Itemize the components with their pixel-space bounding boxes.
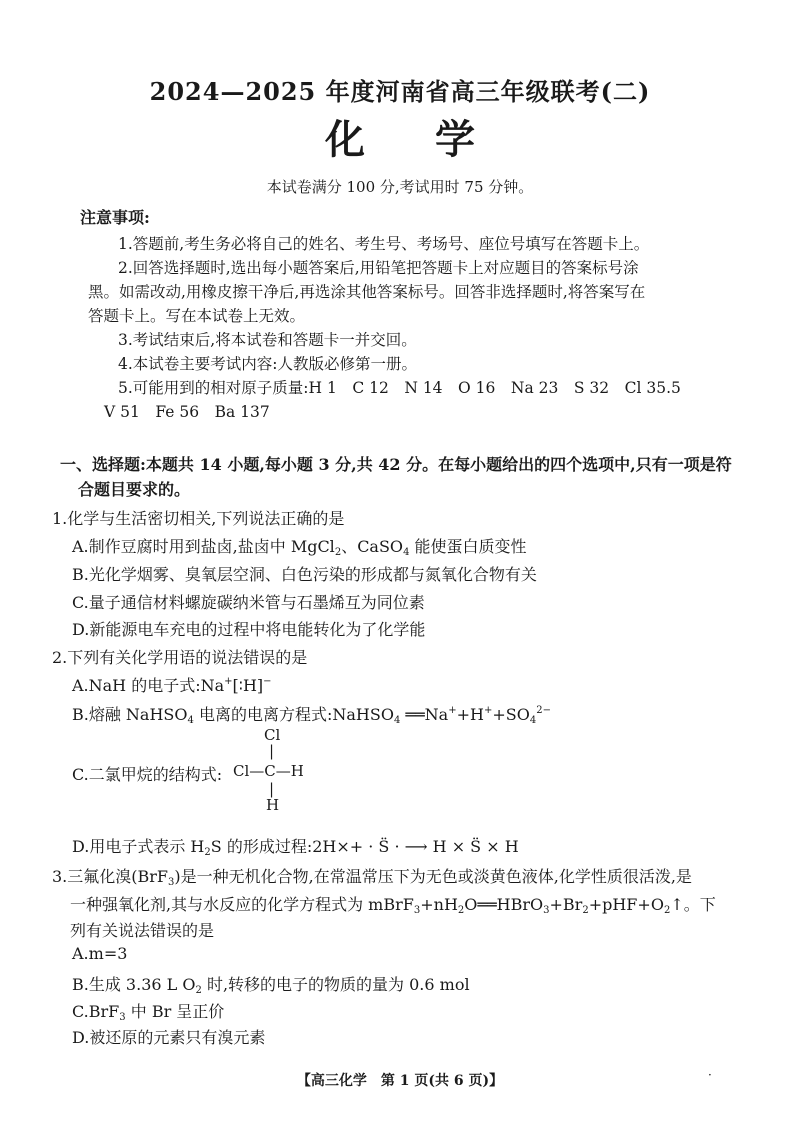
q1-option-b: B.光化学烟雾、臭氧层空洞、白色污染的形成都与氮氧化合物有关 [72,565,537,584]
note-2-line-1: 2.回答选择题时,选出每小题答案后,用铅笔把答题卡上对应题目的答案标号涂 [118,259,639,277]
q2-stem: 2.下列有关化学用语的说法错误的是 [52,648,308,667]
note-2-line-3: 答题卡上。写在本试卷上无效。 [88,307,306,325]
q2-option-c-label: C.二氯甲烷的结构式: [72,765,223,784]
q1-stem: 1.化学与生活密切相关,下列说法正确的是 [52,509,345,528]
note-1: 1.答题前,考生务必将自己的姓名、考生号、考场号、座位号填写在答题卡上。 [118,235,650,253]
subject-title [0,108,800,165]
q2-structure-bond-top: | [269,742,275,760]
q3-option-c: C.BrF$_3$ 中 Br 呈正价 [72,1002,225,1023]
q2-structure-top-cl: Cl [264,726,281,744]
q2-structure-bond-bottom: | [269,780,275,798]
q2-structure-main: Cl—C—H [233,762,304,780]
note-2-line-2: 黑。如需改动,用橡皮擦干净后,再选涂其他答案标号。回答非选择题时,将答案写在 [88,283,646,301]
notes-heading: 注意事项: [80,208,150,227]
subject-char-2: 学 [435,116,475,163]
q3-stem-line-3: 列有关说法错误的是 [70,921,215,940]
note-5-line-2: V 51 Fe 56 Ba 137 [104,403,270,421]
q3-stem-line-2: 一种强氧化剂,其与水反应的化学方程式为 $mBrF_3+nH_2O══HBrO_3+Br_2+pHF+O_2↑$。下 [70,895,716,916]
q3-stem-line-1: 3.三氟化溴(BrF$_3$)是一种无机化合物,在常温常压下为无色或淡黄色液体,化学性质很活泼,是 [52,867,692,888]
corner-mark: · [708,1068,712,1082]
q3-option-b: B.生成 3.36 L $O_2$ 时,转移的电子的物质的量为 0.6 mol [72,975,470,996]
q2-option-d: D.用电子式表示 $H_2S$ 的形成过程:2H×+ · S̈ · ⟶ H × S̈ × H [72,837,519,858]
note-5-line-1: 5.可能用到的相对原子质量:H 1 C 12 N 14 O 16 Na 23 S 32 Cl 35.5 [118,379,681,397]
q3-option-d: D.被还原的元素只有溴元素 [72,1028,266,1047]
exam-intro: 本试卷满分 100 分,考试用时 75 分钟。 [266,178,534,196]
q2-structure-bottom-h: H [266,796,280,814]
subject-char-1: 化 [325,116,365,163]
note-4: 4.本试卷主要考试内容:人教版必修第一册。 [118,355,418,373]
section-1-heading-cont: 合题目要求的。 [78,480,191,499]
q1-option-d: D.新能源电车充电的过程中将电能转化为了化学能 [72,620,426,639]
q3-option-a: A.m=3 [72,944,128,963]
section-1-heading: 一、选择题:本题共 14 小题,每小题 3 分,共 42 分。在每小题给出的四个选项中,只有一项是符 [60,455,732,474]
q1-option-a: A.制作豆腐时用到盐卤,盐卤中 MgCl$_2$、CaSO$_4$ 能使蛋白质变性 [72,537,527,558]
q2-option-a: A.NaH 的电子式:Na+[∶H]− [72,676,272,695]
q2-option-b: B.熔融 NaHSO$_4$ 电离的电离方程式:NaHSO$_4$ $══Na^++H^++SO_4^{2-}$ [72,705,551,726]
note-3: 3.考试结束后,将本试卷和答题卡一并交回。 [118,331,417,349]
q1-option-c: C.量子通信材料螺旋碳纳米管与石墨烯互为同位素 [72,593,425,612]
page-footer: 【高三化学 第 1 页(共 6 页)】 [296,1073,504,1089]
exam-title: 2024—2025 年度河南省高三年级联考(二) [149,77,651,106]
